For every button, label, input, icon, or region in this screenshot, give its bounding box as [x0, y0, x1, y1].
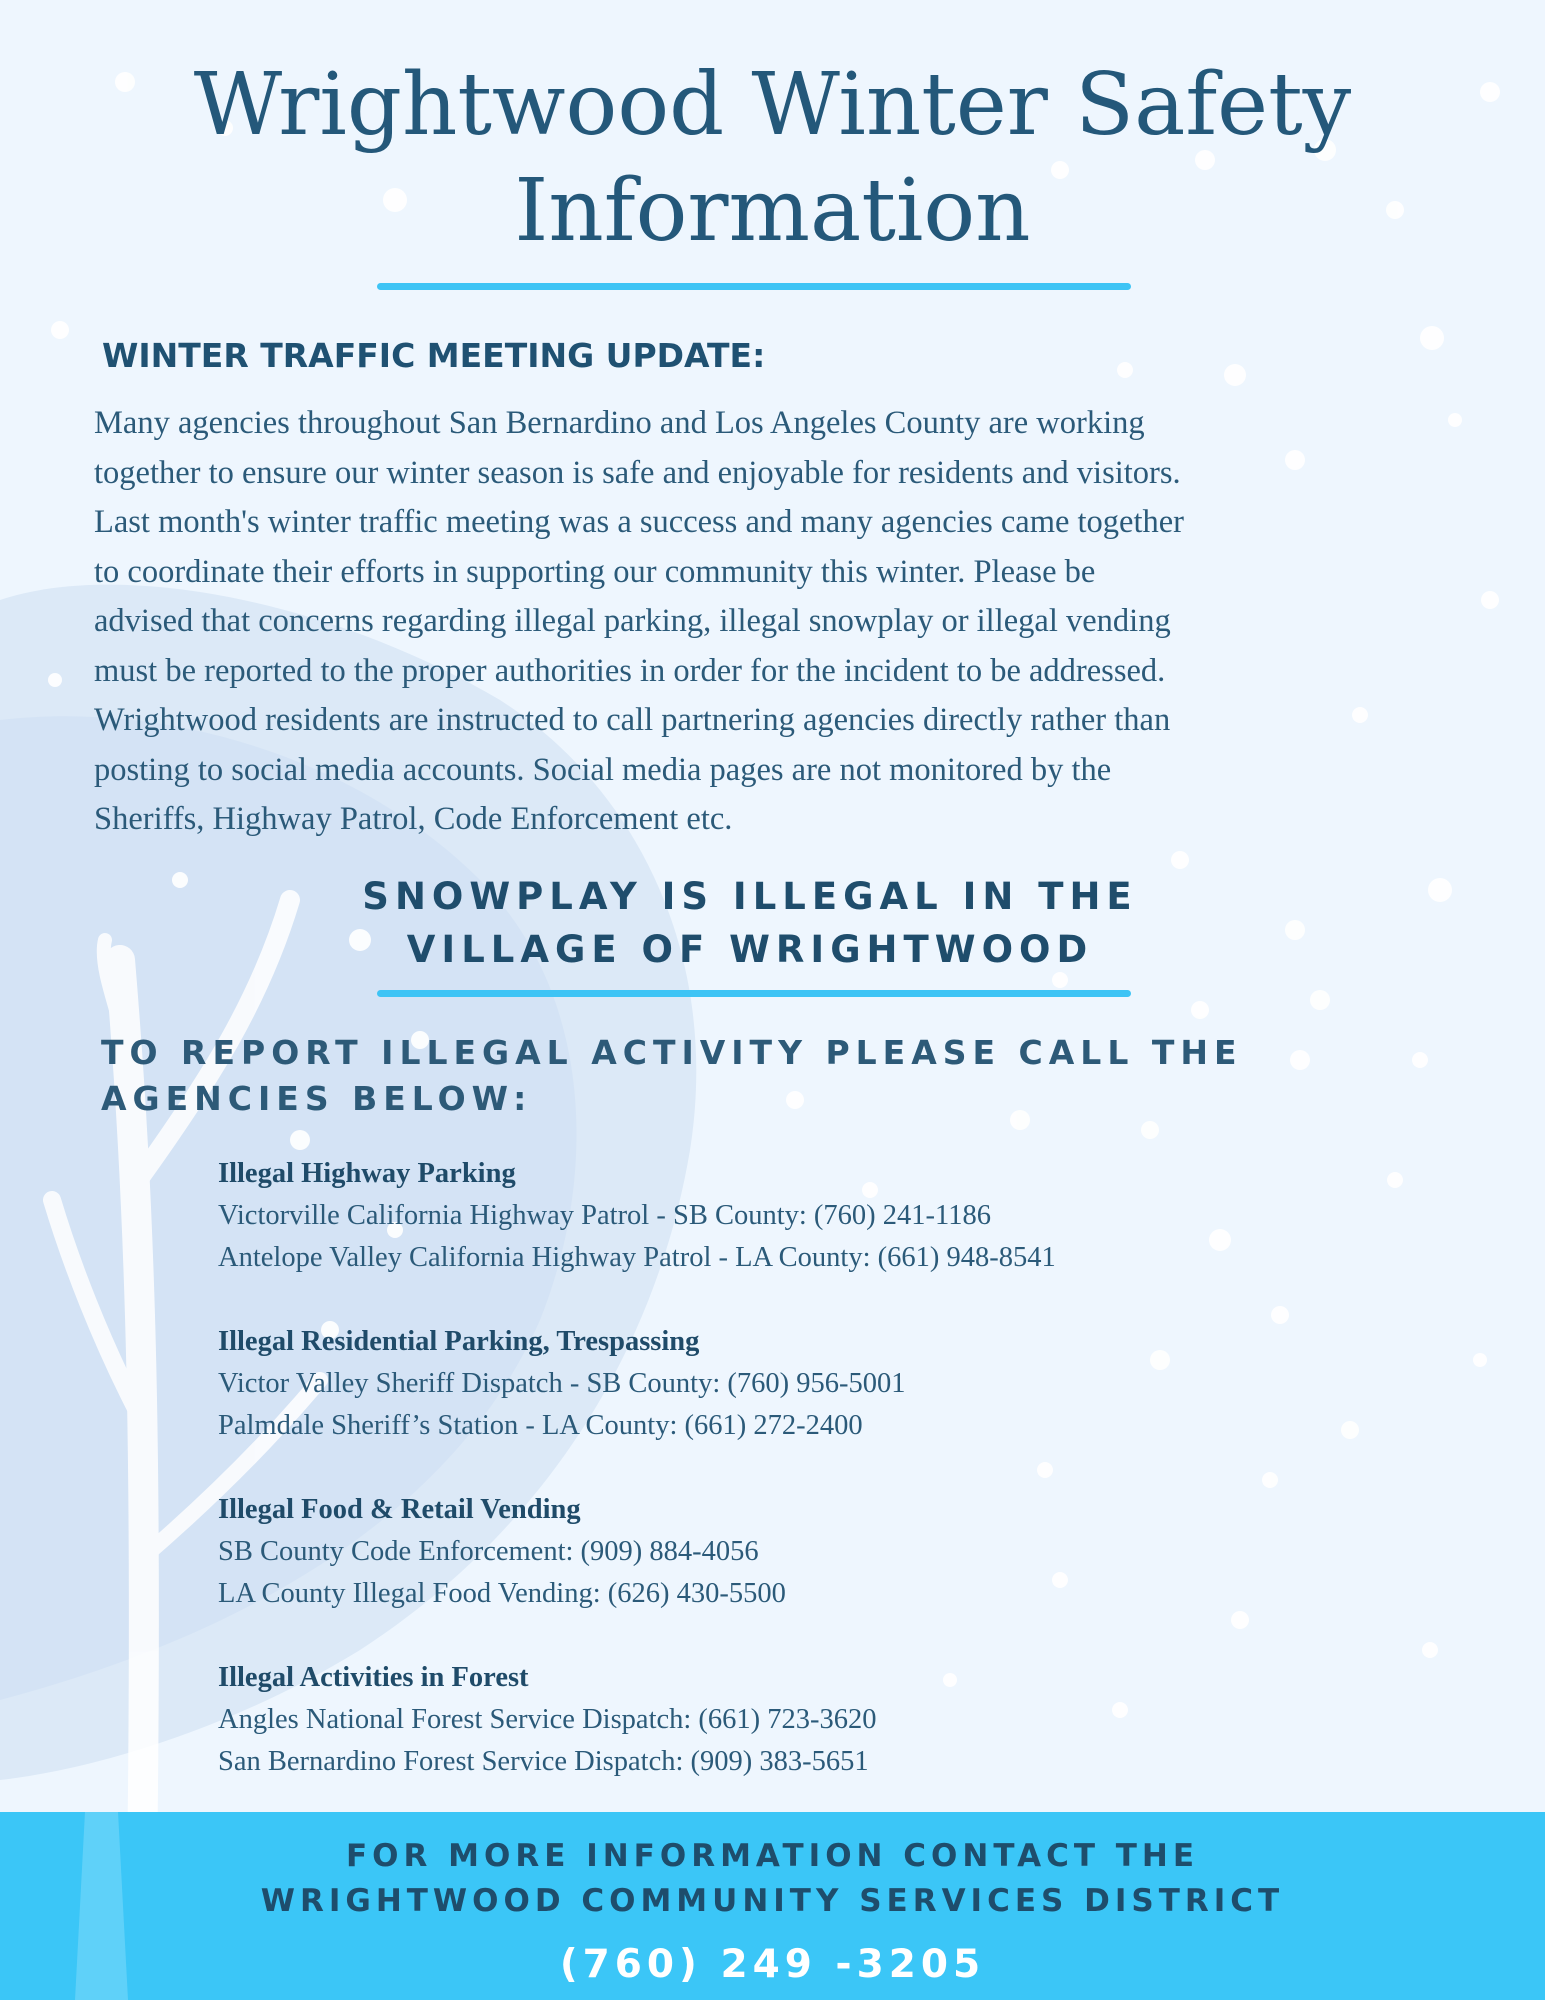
footer-line: WRIGHTWOOD COMMUNITY SERVICES DISTRICT	[260, 1883, 1285, 1919]
paragraph-line: together to ensure our winter season is safe and enjoyable for residents and visitors.	[94, 454, 1181, 491]
paragraph-line: Wrightwood residents are instructed to call partnering agencies directly rather than	[94, 702, 1171, 738]
contact-list	[218, 1153, 1418, 1825]
footer-line: FOR MORE INFORMATION CONTACT THE	[345, 1838, 1200, 1874]
contact-group-forest	[218, 1657, 1418, 1783]
update-heading: WINTER TRAFFIC MEETING UPDATE:	[102, 336, 766, 375]
title-divider	[377, 283, 1131, 290]
contact-line: Victorville California Highway Patrol - SB County: (760) 241-1186	[218, 1200, 991, 1231]
contact-line: LA County Illegal Food Vending: (626) 430-5500	[218, 1578, 786, 1609]
notice-divider	[377, 990, 1131, 997]
paragraph-line: must be reported to the proper authorities in order for the incident to be addressed.	[94, 652, 1166, 689]
contact-group-title: Illegal Activities in Forest	[218, 1662, 529, 1693]
paragraph-line: Many agencies throughout San Bernardino and Los Angeles County are working	[94, 405, 1145, 441]
contact-line: Angles National Forest Service Dispatch: (661) 723-3620	[218, 1704, 877, 1735]
report-line: TO REPORT ILLEGAL ACTIVITY PLEASE CALL THE	[101, 1033, 1243, 1072]
paragraph-line: posting to social media accounts. Social media pages are not monitored by the	[94, 751, 1112, 788]
footer-banner	[0, 1812, 1545, 2000]
contact-line: SB County Code Enforcement: (909) 884-4056	[218, 1536, 759, 1567]
footer-message	[0, 1834, 1545, 1924]
contact-line: Victor Valley Sheriff Dispatch - SB County: (760) 956-5001	[218, 1368, 906, 1399]
title-line: Information	[514, 161, 1031, 261]
contact-line: Palmdale Sheriff’s Station - LA County: (661) 272-2400	[218, 1410, 863, 1441]
report-heading	[101, 1030, 1401, 1122]
notice-line: VILLAGE OF WRIGHTWOOD	[406, 928, 1094, 971]
paragraph-line: Sheriffs, Highway Patrol, Code Enforcement etc.	[94, 801, 733, 837]
contact-line: San Bernardino Forest Service Dispatch: (909) 383-5651	[218, 1746, 869, 1777]
page-title	[0, 52, 1545, 264]
report-line: AGENCIES BELOW:	[101, 1079, 533, 1118]
snowplay-notice	[300, 870, 1200, 976]
notice-line: SNOWPLAY IS ILLEGAL IN THE	[362, 875, 1138, 918]
title-line: Wrightwood Winter Safety	[193, 55, 1352, 155]
footer-phone: (760) 249 -3205	[559, 1942, 986, 1987]
paragraph-line: to coordinate their efforts in supporting our community this winter. Please be	[94, 553, 1096, 590]
paragraph-line: advised that concerns regarding illegal parking, illegal snowplay or illegal vending	[94, 603, 1171, 639]
contact-group-residential-parking	[218, 1321, 1418, 1447]
paragraph-line: Last month's winter traffic meeting was a success and many agencies came together	[94, 504, 1185, 540]
contact-group-title: Illegal Highway Parking	[218, 1158, 516, 1189]
contact-group-highway-parking	[218, 1153, 1418, 1279]
contact-group-vending	[218, 1489, 1418, 1615]
contact-group-title: Illegal Residential Parking, Trespassing	[218, 1326, 700, 1357]
update-paragraph	[94, 399, 1534, 845]
contact-group-title: Illegal Food & Retail Vending	[218, 1494, 581, 1525]
contact-line: Antelope Valley California Highway Patrol - LA County: (661) 948-8541	[218, 1242, 1056, 1273]
